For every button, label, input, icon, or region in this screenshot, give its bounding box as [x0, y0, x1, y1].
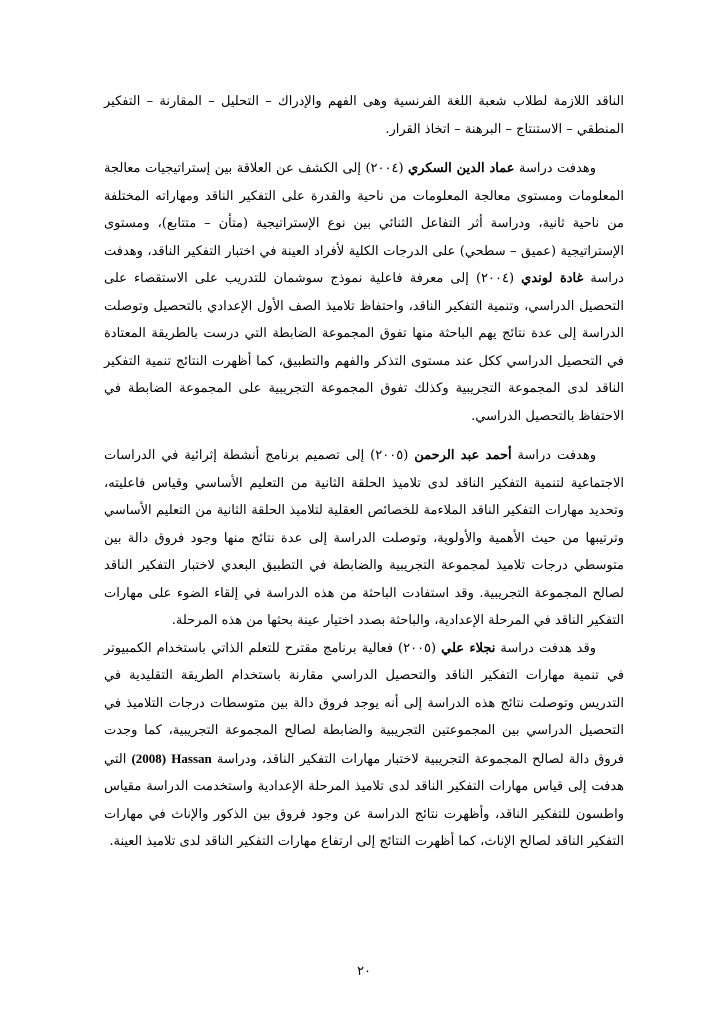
document-page	[104, 88, 624, 856]
paragraph-1	[104, 88, 624, 143]
author-name: عماد الدين السكري	[408, 161, 515, 176]
author-name: غادة لوندي	[521, 271, 584, 286]
paragraph-2-body: (٢٠٠٤) إلى الكشف عن العلاقة بين إستراتيجيات معالجة المعلومات ومستوى معالجة المعلومات من ناحية والقدرة على التفكير الناقد ومهاراته المختلفة من ناحية ثانية، ودراسة أثر التفاعل الثنائي بين نوع الإستراتيجية (متأن – متتابع)، ومستوى الإستراتيجية (عميق – سطحي) على الدرجات الكلية لأفراد العينة في اختبار التفكير الناقد، وهدفت دراسة	[104, 161, 624, 286]
paragraph-3-body: (٢٠٠٥) إلى تصميم برنامج أنشطة إثرائية في الدراسات الاجتماعية لتنمية التفكير الناقد لدى تلاميذ الحلقة الثانية من التعليم الأساسي وقياس فاعليته، وتحديد مهارات التفكير الناقد الملاءمة للخصائص العقلية لتلاميذ الحلقة الثانية من التعليم الأساسي وترتيبها من حيث الأهمية والأولوية، وتوصلت الدراسة إلى عدة نتائج منها وجود فروق دالة بين متوسطي درجات تلاميذ لمجموعة التجريبية والضابطة في التطبيق البعدي لاختبار التفكير الناقد لصالح المجموعة التجريبية. وقد استفادت الباحثة من هذه الدراسة في إلقاء الضوء على مهارات التفكير الناقد في المرحلة الإعدادية، والباحثة بصدد اختيار عينة بحثها من هذه المرحلة.	[104, 448, 624, 628]
paragraph-2	[104, 155, 624, 430]
author-name: أحمد عبد الرحمن	[414, 448, 512, 463]
paragraph-4-body: (٢٠٠٥) فعالية برنامج مقترح للتعلم الذاتي باستخدام الكمبيوتر في تنمية مهارات التفكير الناقد والتحصيل الدراسي مقارنة باستخدام الطريقة التقليدية في التدريس وتوصلت نتائج هذه الدراسة إلى أنه يوجد فروق دالة بين متوسطات درجات التلاميذ في التحصيل الدراسي بين المجموعتين التجريبية والضابطة لصالح المجموعة التجريبية، كما وجدت فروق دالة لصالح المجموعة التجريبية لاختبار مهارات التفكير الناقد، ودراسة	[104, 640, 625, 767]
page-number: ٢٠	[357, 964, 371, 979]
author-name: نجلاء علي	[441, 640, 496, 656]
paragraph-1-text: الناقد اللازمة لطلاب شعبة اللغة الفرنسية وهى الفهم والإدراك – التحليل – المقارنة – التفكير المنطقي – الاستنتاج – البرهنة – اتخاذ القرار.	[104, 94, 624, 137]
paragraph-3	[104, 442, 624, 635]
paragraph-4-body-continued: التي هدفت إلى قياس مهارات التفكير الناقد لدى تلاميذ المرحلة الإعدادية واستخدمت الدراسة مقياس واطسون للتفكير الناقد، وأظهرت نتائج الدراسة عن وجود فروق بين الذكور والإناث في مهارات التفكير الناقد لصالح الإناث، كما أظهرت النتائج إلى ارتفاع مهارات التفكير الناقد لدى تلاميذ العينة.	[104, 751, 624, 849]
paragraph-2-intro: وهدفت دراسة	[514, 161, 596, 176]
paragraph-4-intro: وقد هدفت دراسة	[495, 640, 596, 656]
paragraph-4	[104, 635, 624, 856]
paragraph-3-intro: وهدفت دراسة	[511, 448, 596, 463]
paragraph-2-body-continued: (٢٠٠٤) إلى معرفة فاعلية نموذج سوشمان للتدريب على الاستقصاء على التحصيل الدراسي، وتنمية التفكير الناقد، واحتفاظ تلاميذ الصف الأول الإعدادي بالتحصيل وتوصلت الدراسة إلى عدة نتائج يهم الباحثة منها تفوق المجموعة الضابطة التي درست بالطريقة المعتادة في التحصيل الدراسي ككل عند مستوى التذكر والفهم والتطبيق، كما أظهرت النتائج تنمية التفكير الناقد لدى المجموعة التجريبية وكذلك تفوق المجموعة التجريبية على المجموعة الضابطة في الاحتفاظ بالتحصيل الدراسي.	[104, 271, 624, 424]
latin-citation-year: (2008)	[131, 750, 167, 766]
latin-author-name: Hassan	[171, 750, 212, 766]
